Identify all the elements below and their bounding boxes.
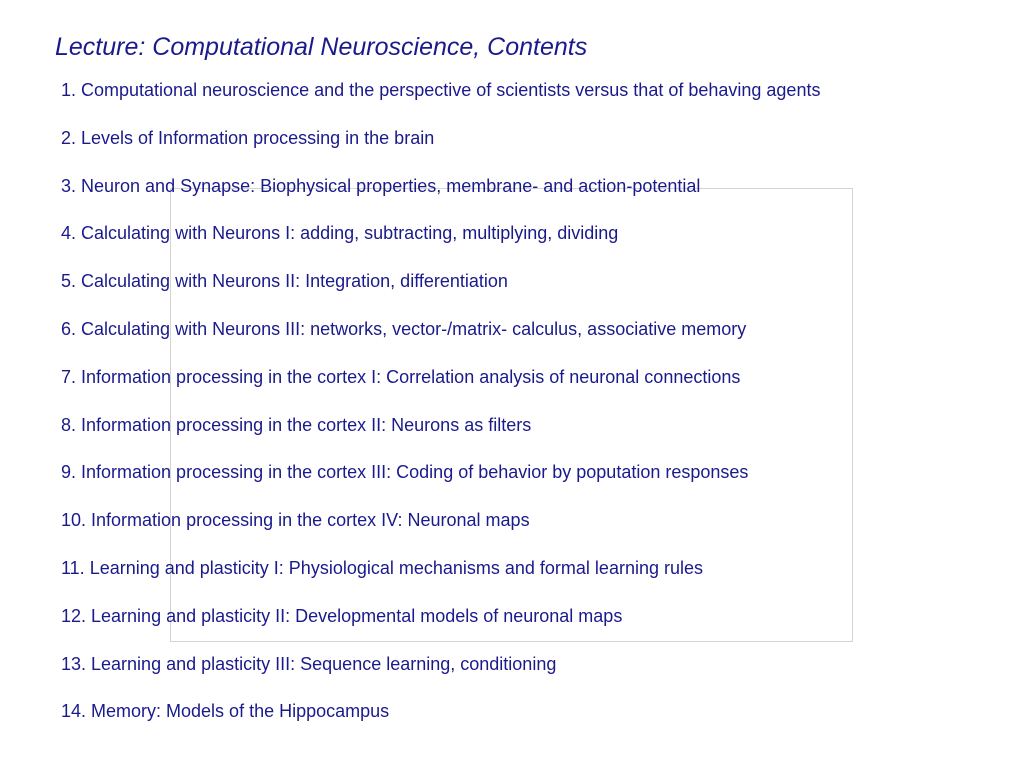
- list-item: 14. Memory: Models of the Hippocampus: [61, 701, 390, 722]
- list-item: 13. Learning and plasticity III: Sequence learning, conditioning: [61, 653, 557, 674]
- slide-title: Lecture: Computational Neuroscience, Contents: [55, 33, 588, 61]
- list-item: 12. Learning and plasticity II: Developmental models of neuronal maps: [61, 605, 623, 626]
- list-item: 9. Information processing in the cortex III: Coding of behavior by poputation responses: [61, 462, 749, 483]
- list-item: 4. Calculating with Neurons I: adding, subtracting, multiplying, dividing: [61, 223, 619, 244]
- list-item: 2. Levels of Information processing in the brain: [61, 127, 435, 148]
- contents-list: [61, 77, 820, 746]
- list-item: 1. Computational neuroscience and the perspective of scientists versus that of behaving agents: [61, 80, 821, 100]
- list-item: 11. Learning and plasticity I: Physiological mechanisms and formal learning rules: [61, 557, 703, 578]
- list-item: 5. Calculating with Neurons II: Integration, differentiation: [61, 271, 508, 292]
- list-item: 3. Neuron and Synapse: Biophysical properties, membrane- and action-potential: [61, 175, 701, 196]
- list-item: 8. Information processing in the cortex II: Neurons as filters: [61, 414, 532, 435]
- list-item: 6. Calculating with Neurons III: networks, vector-/matrix- calculus, associative memory: [61, 318, 747, 339]
- list-item: 10. Information processing in the cortex IV: Neuronal maps: [61, 510, 530, 531]
- list-item: 7. Information processing in the cortex I: Correlation analysis of neuronal connections: [61, 366, 741, 387]
